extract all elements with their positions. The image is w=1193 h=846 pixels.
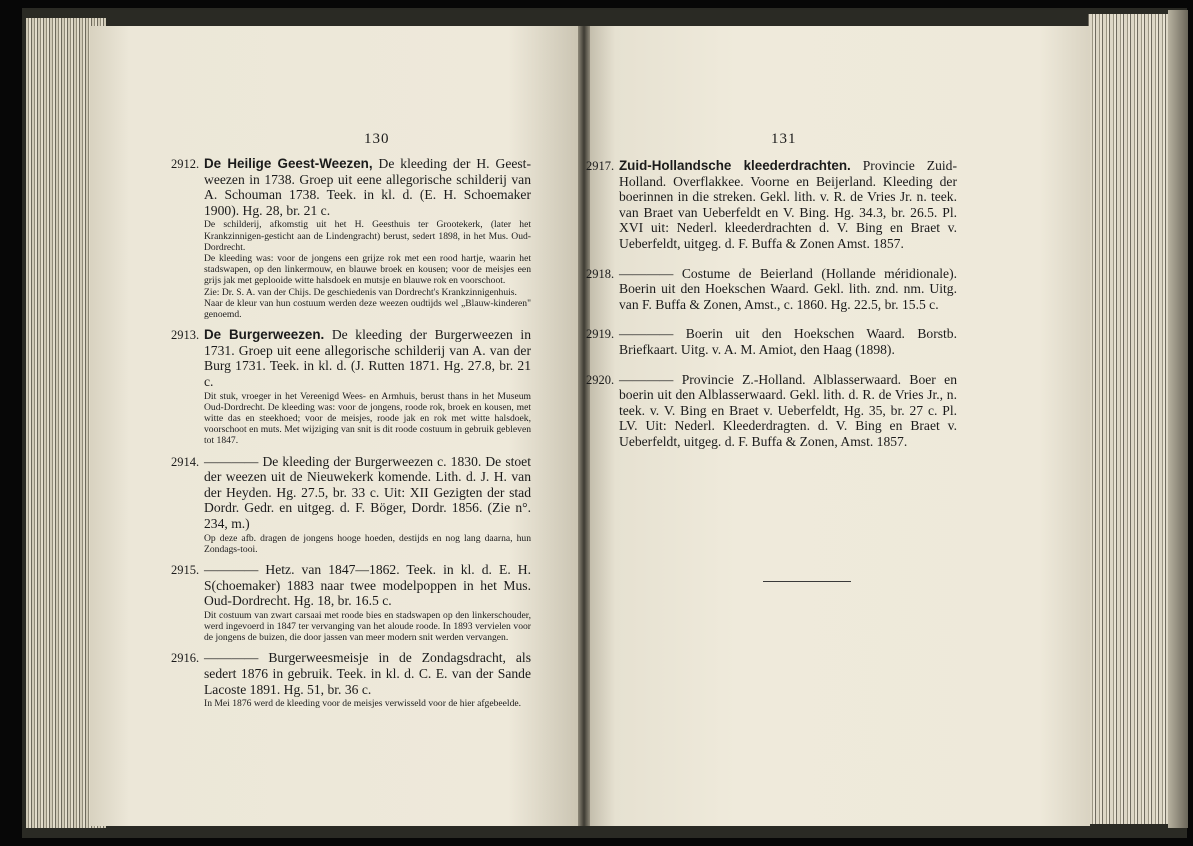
entry-note: De kleeding was: voor de jongens een grijze rok met een rood hartje, waarin het stadswapen, op den linkermouw, en blauwe broek en kousen; voor de meisjes een grijs jak met geplooide witte halsdoek en mutsje en blauwe rok en voorschoot. <box>204 252 531 287</box>
entry-number: 2919. <box>586 327 615 342</box>
entry-number: 2918. <box>586 266 615 281</box>
right-page-number: 131 <box>771 131 797 147</box>
entry-notes <box>204 610 531 644</box>
entry-notes <box>204 698 531 709</box>
entry-note: Dit costuum van zwart carsaai met roode bies en stadswapen op den linkerschouder, werd ingevoerd in 1847 ter vervanging van het aloude roode. In 1893 vervielen voor de jongens de buizen, die door jassen van meer modern snit werden vervangen. <box>204 609 531 644</box>
entry-title: De Heilige Geest-Weezen, <box>204 156 373 171</box>
entry-description: ———— Provincie Z.-Holland. Alblasserwaard. Boer en boerin uit den Alblasserwaard. Gekl. lith. d. R. de Vries Jr., n. teek. v. V. Bing en Braet v. Ueberfeldt, Hg. 35, br. 27 c. Pl. LV. Uit: Nederl. Kleederdragten. d. V. Bing en Braet v. Ueberfeldt, uitgeg. d. F. Buffa & Zonen, Amst. 1857. <box>619 371 957 449</box>
entry-title: Zuid-Hollandsche kleederdrachten. <box>619 158 851 173</box>
entry-text <box>204 156 531 218</box>
entry-number: 2920. <box>586 372 615 387</box>
entry-note: Dit stuk, vroeger in het Vereenigd Wees- en Armhuis, berust thans in het Museum Oud-Dordrecht. De kleeding was: voor de jongens, roode rok, broek en kousen, met witte das en steekhoed; voor de meisjes, roode jak en rok met witte halsdoek, voorschoot en muts. Met wijziging van snit is dit roode costuum in gebruik gebleven tot 1847. <box>204 390 531 447</box>
entry-text <box>204 327 531 389</box>
catalog-entry <box>171 650 531 710</box>
entry-notes <box>204 533 531 555</box>
entry-description: De kleeding der H. Geest-weezen in 1738. Groep uit eene allegorische schilderij van A. Schouman 1738. Teek. in kl. d. (E. H. Schoemaker 1900). Hg. 28, br. 21 c. <box>204 156 531 218</box>
catalog-entry <box>586 326 957 357</box>
entry-description: ———— Boerin uit den Hoekschen Waard. Borstb. Briefkaart. Uitg. v. A. M. Amiot, den Haag (1898). <box>619 326 957 357</box>
entry-text <box>204 650 531 697</box>
entry-description: De kleeding der Burgerweezen in 1731. Groep uit eene allegorische schilderij van A. van der Burg 1731. Teek. in kl. d. (J. Rutten 1871. Hg. 27.8, br. 21 c. <box>204 327 531 389</box>
entry-number: 2912. <box>171 157 200 171</box>
entry-description: Provincie Zuid-Holland. Overflakkee. Voorne en Beijerland. Kleeding der boerinnen in die streken. Gekl. lith. v. R. de Vries Jr. n. teek. van Braet van Ueberfeldt en V. Bing. Hg. 34.3, br. 26.5. Pl. XVI uit: Nederl. kleederdrachten d. V. Bing en Braet v. Ueberfeldt, uitgeg. d. F. Buffa & Zonen Amst. 1857. <box>619 158 957 251</box>
entry-notes <box>204 219 531 320</box>
entry-text <box>619 266 957 313</box>
catalog-entry <box>586 265 957 313</box>
left-column <box>171 156 531 710</box>
entry-description: ———— Costume de Beierland (Hollande méridionale). Boerin uit den Hoekschen Waard. Gekl. lith. znd. nm. Uitg. van F. Buffa & Zonen, Amst., c. 1860. Hg. 22.5, br. 15.5 c. <box>619 265 957 312</box>
entry-number: 2915. <box>171 562 200 577</box>
entry-description: ———— Burgerweesmeisje in de Zondagsdracht, als sedert 1876 in gebruik. Teek. in kl. d. C. E. van der Sande Lacoste 1891. Hg. 51, br. 36 c. <box>204 650 531 697</box>
catalog-entry <box>171 561 531 644</box>
entry-description: ———— Hetz. van 1847—1862. Teek. in kl. d. E. H. S(choemaker) 1883 naar twee modelpoppen in het Mus. Oud-Dordrecht. Hg. 18, br. 16.5 c. <box>204 561 531 609</box>
catalog-entry <box>586 371 957 450</box>
entry-text <box>619 158 957 252</box>
catalog-entry <box>171 156 531 320</box>
entry-text <box>204 454 531 532</box>
entry-text <box>619 372 957 450</box>
book-cover-right <box>1168 10 1188 828</box>
entry-title: De Burgerweezen. <box>204 327 325 343</box>
entry-note: In Mei 1876 werd de kleeding voor de meisjes verwisseld voor de hier afgebeelde. <box>204 698 522 710</box>
entry-number: 2914. <box>171 454 200 469</box>
entry-description: ———— De kleeding der Burgerweezen c. 1830. De stoet der weezen uit de Nieuwekerk komende. Lith. d. J. H. van der Heyden. Hg. 27.5, br. 33 c. Uit: XII Gezigten der stad Dordr. Gedr. en uitgeg. d. F. Böger, Dordr. 1856. (Zie n°. 234, m.) <box>204 453 531 531</box>
entry-note: Naar de kleur van hun costuum werden deze weezen oudtijds wel „Blauw-kinderen" genoemd. <box>204 297 531 320</box>
left-page-number: 130 <box>364 131 390 147</box>
entry-note: Zie: Dr. S. A. van der Chijs. De geschiedenis van Dordrecht's Krankzinnigenhuis. <box>204 286 517 298</box>
entry-note: De schilderij, afkomstig uit het H. Geesthuis ter Grootekerk, (later het Krankzinnigen-gesticht aan de Lindengracht) berust, sedert 1898, in het Mus. Oud-Dordrecht. <box>204 219 531 253</box>
end-rule <box>763 581 851 582</box>
entry-number: 2913. <box>171 328 200 343</box>
catalog-entry <box>171 453 531 555</box>
book-gutter <box>578 26 590 826</box>
entry-number: 2917. <box>586 159 615 173</box>
entry-number: 2916. <box>171 651 200 666</box>
entry-note: Op deze afb. dragen de jongens hooge hoeden, destijds en nog lang daarna, hun Zondags-tooi. <box>204 532 531 555</box>
catalog-entry <box>586 158 957 252</box>
catalog-entry <box>171 327 531 447</box>
entry-notes <box>204 391 531 447</box>
right-column <box>586 158 957 450</box>
entry-text <box>204 562 531 609</box>
entry-text <box>619 326 957 357</box>
